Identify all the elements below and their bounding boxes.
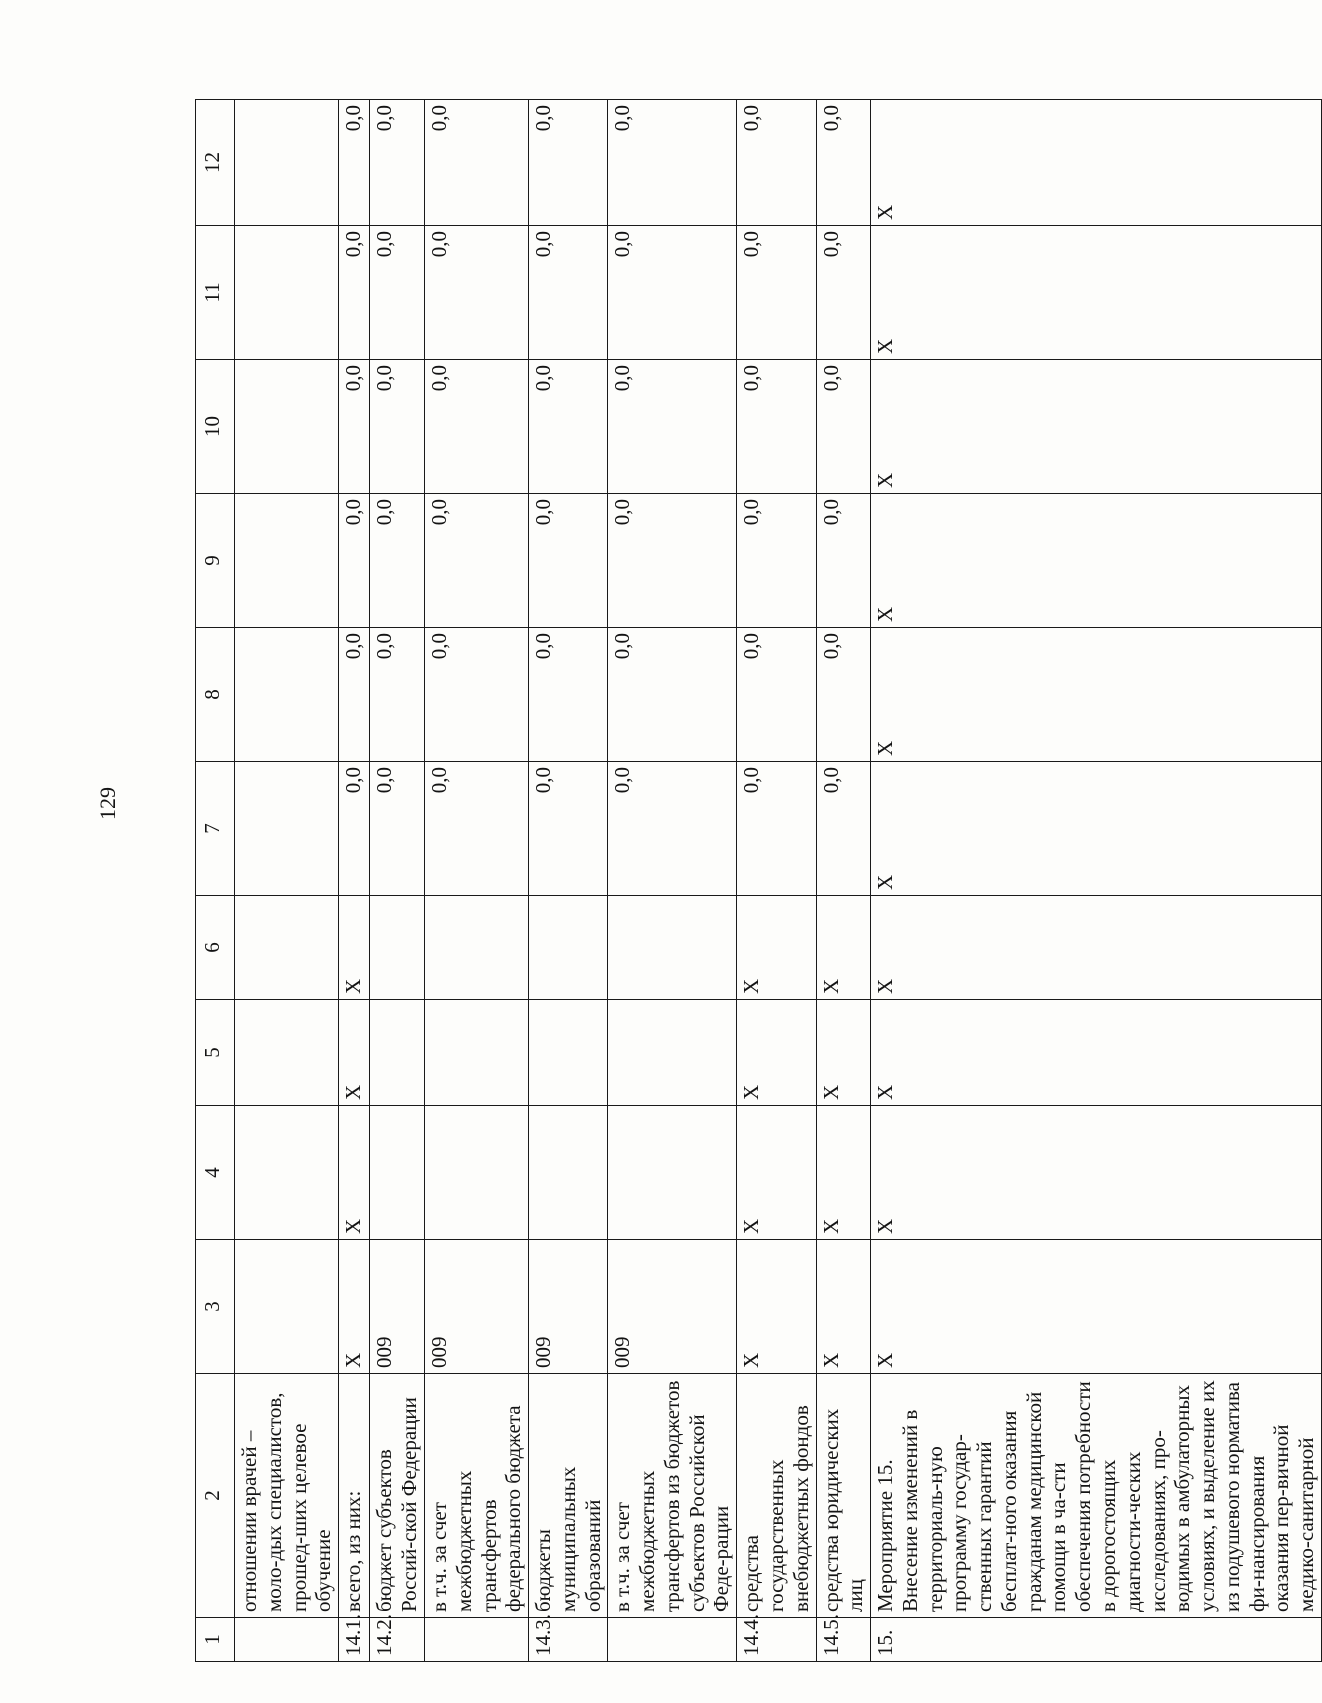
cell-col9: [235, 494, 339, 628]
cell-col12: 0,0: [425, 100, 529, 226]
cell-col8: 0,0: [339, 628, 370, 762]
row-number: [608, 1618, 737, 1662]
header-row: [196, 100, 235, 1662]
row-number: 14.4.: [737, 1618, 816, 1662]
cell-col9: 0,0: [816, 494, 871, 628]
row-number: [235, 1618, 339, 1662]
cell-col8: 0,0: [608, 628, 737, 762]
cell-col11: Х: [871, 226, 1322, 360]
cell-col12: 0,0: [608, 100, 737, 226]
cell-col7: [235, 762, 339, 896]
row-description: средства юридических лиц: [816, 1374, 871, 1618]
row-description: средства государственных внебюджетных фондов: [737, 1374, 816, 1618]
cell-col3: 009: [608, 1240, 737, 1374]
cell-col4: Х: [816, 1106, 871, 1240]
cell-col7: 0,0: [608, 762, 737, 896]
cell-col4: Х: [339, 1106, 370, 1240]
cell-col3: [235, 1240, 339, 1374]
table-row: [737, 100, 816, 1662]
cell-col7: 0,0: [816, 762, 871, 896]
cell-col11: 0,0: [608, 226, 737, 360]
col-header-10: 10: [196, 360, 235, 494]
cell-col6: [235, 896, 339, 1000]
cell-col11: 0,0: [339, 226, 370, 360]
cell-col12: Х: [871, 100, 1322, 226]
cell-col5: [370, 1000, 425, 1106]
cell-col5: [425, 1000, 529, 1106]
cell-col3: Х: [816, 1240, 871, 1374]
cell-col6: [370, 896, 425, 1000]
cell-col12: 0,0: [370, 100, 425, 226]
col-header-9: 9: [196, 494, 235, 628]
cell-col11: 0,0: [816, 226, 871, 360]
cell-col3: Х: [871, 1240, 1322, 1374]
cell-col8: 0,0: [529, 628, 608, 762]
table-row: [608, 100, 737, 1662]
cell-col7: 0,0: [370, 762, 425, 896]
cell-col10: 0,0: [339, 360, 370, 494]
cell-col4: [529, 1106, 608, 1240]
cell-col5: Х: [737, 1000, 816, 1106]
row-description: в т.ч. за счет межбюджетных трансфертов федерального бюджета: [425, 1374, 529, 1618]
cell-col12: 0,0: [339, 100, 370, 226]
col-header-3: 3: [196, 1240, 235, 1374]
col-header-7: 7: [196, 762, 235, 896]
col-header-12: 12: [196, 100, 235, 226]
cell-col12: 0,0: [529, 100, 608, 226]
cell-col6: Х: [816, 896, 871, 1000]
table-row: [529, 100, 608, 1662]
cell-col8: Х: [871, 628, 1322, 762]
cell-col8: [235, 628, 339, 762]
cell-col7: 0,0: [425, 762, 529, 896]
table-row: [425, 100, 529, 1662]
cell-col10: 0,0: [816, 360, 871, 494]
table-row: [871, 100, 1322, 1662]
row-description: бюджет субъектов Россий-ской Федерации: [370, 1374, 425, 1618]
table-container: [195, 100, 1319, 1662]
cell-col6: [529, 896, 608, 1000]
page-number: 129: [95, 787, 120, 820]
cell-col7: 0,0: [529, 762, 608, 896]
row-description: отношении врачей – моло-дых специалистов, прошед-ших целевое обучение: [235, 1374, 339, 1618]
cell-col10: [235, 360, 339, 494]
row-number: [425, 1618, 529, 1662]
row-description: всего, из них:: [339, 1374, 370, 1618]
col-header-11: 11: [196, 226, 235, 360]
cell-col9: 0,0: [737, 494, 816, 628]
cell-col10: 0,0: [425, 360, 529, 494]
cell-col6: Х: [871, 896, 1322, 1000]
row-description: Мероприятие 15. Внесение изменений в территориаль-ную программу государ-ственных гарантий бесплат-ного оказания гражданам медицинской помощи в ча-сти обеспечения потребности в дорогостоящих диагности-ческих исследованиях, про-водимых в амбулаторных условиях, и выделение их из подушевого норматива фи-нансирования оказания пер-вичной медико-санитарной: [871, 1374, 1322, 1618]
cell-col4: Х: [871, 1106, 1322, 1240]
cell-col12: 0,0: [737, 100, 816, 226]
cell-col4: Х: [737, 1106, 816, 1240]
cell-col3: Х: [737, 1240, 816, 1374]
cell-col6: [608, 896, 737, 1000]
table-row: [339, 100, 370, 1662]
cell-col10: Х: [871, 360, 1322, 494]
cell-col9: 0,0: [608, 494, 737, 628]
cell-col5: Х: [339, 1000, 370, 1106]
row-number: 14.5.: [816, 1618, 871, 1662]
col-header-2: 2: [196, 1374, 235, 1618]
cell-col4: [608, 1106, 737, 1240]
cell-col8: 0,0: [370, 628, 425, 762]
cell-col8: 0,0: [816, 628, 871, 762]
cell-col7: 0,0: [339, 762, 370, 896]
cell-col8: 0,0: [737, 628, 816, 762]
cell-col3: 009: [370, 1240, 425, 1374]
cell-col3: Х: [339, 1240, 370, 1374]
cell-col7: 0,0: [737, 762, 816, 896]
row-number: 14.1.: [339, 1618, 370, 1662]
cell-col4: [235, 1106, 339, 1240]
cell-col4: [425, 1106, 529, 1240]
col-header-6: 6: [196, 896, 235, 1000]
row-number: 14.3.: [529, 1618, 608, 1662]
cell-col9: Х: [871, 494, 1322, 628]
cell-col10: 0,0: [529, 360, 608, 494]
col-header-4: 4: [196, 1106, 235, 1240]
col-header-5: 5: [196, 1000, 235, 1106]
cell-col5: Х: [816, 1000, 871, 1106]
cell-col3: 009: [425, 1240, 529, 1374]
cell-col11: 0,0: [425, 226, 529, 360]
row-number: 15.: [871, 1618, 1322, 1662]
table-row: [816, 100, 871, 1662]
cell-col9: 0,0: [339, 494, 370, 628]
cell-col11: [235, 226, 339, 360]
cell-col11: 0,0: [737, 226, 816, 360]
cell-col9: 0,0: [425, 494, 529, 628]
cell-col10: 0,0: [608, 360, 737, 494]
cell-col5: Х: [871, 1000, 1322, 1106]
col-header-1: 1: [196, 1618, 235, 1662]
cell-col9: 0,0: [529, 494, 608, 628]
cell-col10: 0,0: [370, 360, 425, 494]
cell-col12: 0,0: [816, 100, 871, 226]
cell-col11: 0,0: [529, 226, 608, 360]
cell-col8: 0,0: [425, 628, 529, 762]
row-number: 14.2.: [370, 1618, 425, 1662]
row-description: в т.ч. за счет межбюджетных трансфертов из бюджетов субъектов Российской Феде-рации: [608, 1374, 737, 1618]
cell-col4: [370, 1106, 425, 1240]
cell-col6: Х: [737, 896, 816, 1000]
table-row: [370, 100, 425, 1662]
cell-col12: [235, 100, 339, 226]
cell-col5: [235, 1000, 339, 1106]
cell-col11: 0,0: [370, 226, 425, 360]
cell-col5: [529, 1000, 608, 1106]
cell-col6: Х: [339, 896, 370, 1000]
cell-col7: Х: [871, 762, 1322, 896]
cell-col3: 009: [529, 1240, 608, 1374]
cell-col6: [425, 896, 529, 1000]
cell-col10: 0,0: [737, 360, 816, 494]
cell-col5: [608, 1000, 737, 1106]
cell-col9: 0,0: [370, 494, 425, 628]
financing-table: [195, 99, 1322, 1662]
col-header-8: 8: [196, 628, 235, 762]
row-description: бюджеты муниципальных образований: [529, 1374, 608, 1618]
table-row: [235, 100, 339, 1662]
